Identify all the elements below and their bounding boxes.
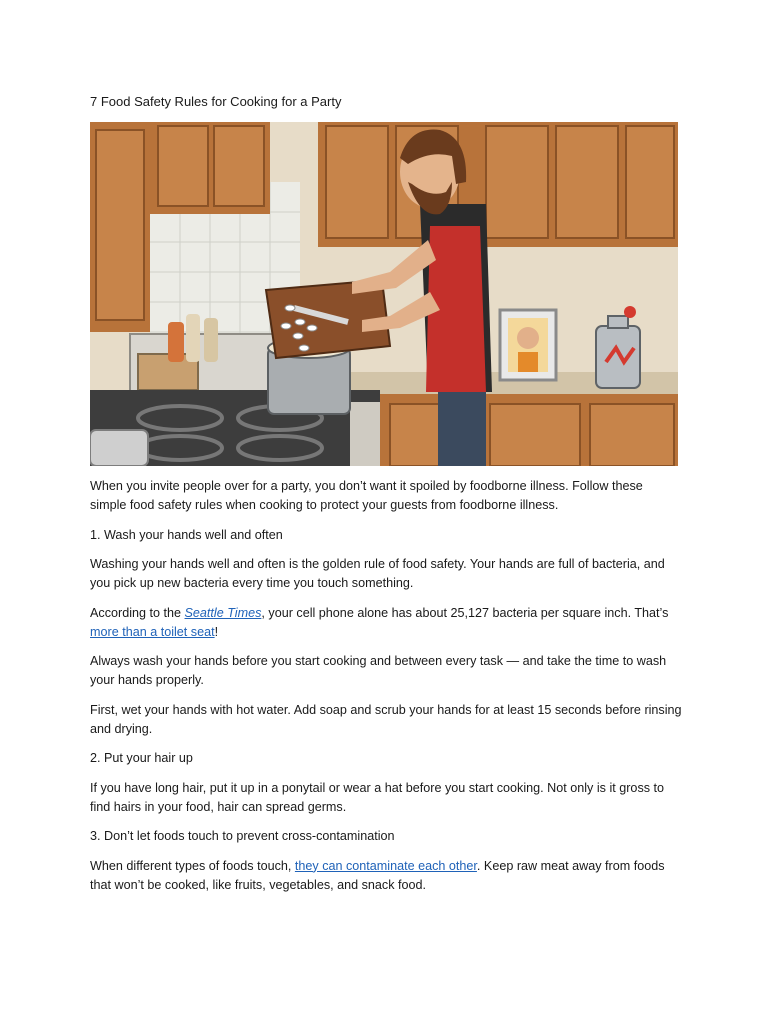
rule-2-paragraph-1: If you have long hair, put it up in a ponytail or wear a hat before you start cooking. Not only is it gross to find hairs in your food, hair can spread germs. bbox=[90, 780, 665, 814]
rule-1-paragraph-2 bbox=[90, 604, 682, 642]
kitchen-illustration bbox=[90, 122, 678, 466]
rule-3-heading: 3. Don’t let foods touch to prevent cross-contamination bbox=[90, 829, 395, 843]
seattle-times-link[interactable]: Seattle Times bbox=[184, 605, 262, 620]
article-body bbox=[90, 477, 682, 905]
rule-1-paragraph-3: Always wash your hands before you start cooking and between every task — and take the time to wash your hands properly. bbox=[90, 654, 667, 687]
rule-1-paragraph-1: Washing your hands well and often is the golden rule of food safety. Your hands are full of bacteria, and you pick up new bacteria every time you touch something. bbox=[90, 557, 665, 590]
article-title: 7 Food Safety Rules for Cooking for a Party bbox=[90, 94, 342, 109]
rule-3-p1-text-a: When different types of foods touch, bbox=[90, 858, 295, 873]
toilet-seat-link[interactable]: more than a toilet seat bbox=[90, 624, 215, 639]
rule-1-p2-text-c: ! bbox=[214, 624, 219, 639]
intro-paragraph: When you invite people over for a party, you don’t want it spoiled by foodborne illness. Follow these simple food safety rules when cooking to protect your guests from foodborne illness. bbox=[90, 479, 643, 512]
rule-3-p1-text-b: . Keep raw meat away from foods that won’t be cooked, like fruits, vegetables, and snack food. bbox=[90, 858, 665, 892]
rule-1-p2-text-b: , your cell phone alone has about 25,127 bacteria per square inch. That’s bbox=[261, 605, 669, 620]
contaminate-link[interactable]: they can contaminate each other bbox=[294, 858, 477, 873]
rule-2-heading: 2. Put your hair up bbox=[90, 751, 193, 765]
rule-3-paragraph-1 bbox=[90, 857, 682, 895]
rule-1-p2-text-a: According to the bbox=[90, 605, 185, 620]
rule-1-heading: 1. Wash your hands well and often bbox=[90, 527, 283, 542]
rule-1-paragraph-4: First, wet your hands with hot water. Add soap and scrub your hands for at least 15 seconds before rinsing and drying. bbox=[90, 702, 682, 736]
